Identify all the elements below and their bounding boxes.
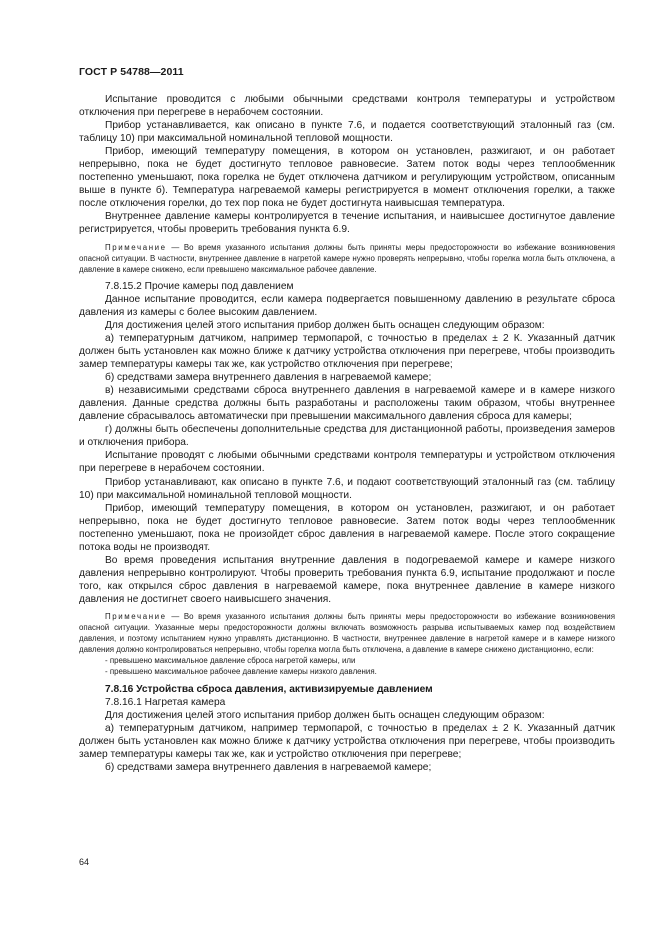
paragraph: Данное испытание проводится, если камера подвергается повышенному давлению в результате сброса давления из камеры с более высоким давлением. <box>79 293 615 318</box>
note-label: Примечание <box>105 242 167 252</box>
paragraph: Испытание проводят с любыми обычными средствами контроля температуры и устройством отключения при перегреве в нерабочем состоянии. <box>79 450 615 475</box>
subsection-title: 7.8.15.2 Прочие камеры под давлением <box>105 280 294 292</box>
paragraph: Для достижения целей этого испытания прибор должен быть оснащен следующим образом: <box>105 709 545 721</box>
note-text: — Во время указанного испытания должны быть приняты меры предосторожности во избежание возникновения опасной ситуации. В частности, внутреннее давление в нагретой камере нужно проверять непрерывно, чтобы горелка могла быть отключена, а давление в камере снижено, если превышено максимальное рабочее давление. <box>79 242 615 274</box>
paragraph: Прибор, имеющий температуру помещения, в котором он установлен, разжигают, и он работает непрерывно, пока не будет достигнуто тепловое равновесие. Затем поток воды через теплообменник постепенно уменьшают, пока не произойдет сброс давления в нагреваемой камере. После этого сокращение потока воды не производят. <box>79 502 615 553</box>
note-label: Примечание <box>105 611 167 621</box>
note-list-item: - превышено максимальное рабочее давление камеры низкого давления. <box>105 667 377 677</box>
paragraph: Прибор устанавливается, как описано в пункте 7.6, и подается соответствующий эталонный газ (см. таблицу 10) при максимальной номинальной тепловой мощности. <box>79 120 615 145</box>
note-list-item: - превышено максимальное давление сброса нагретой камеры, или <box>105 656 356 666</box>
note-text: — Во время указанного испытания должны быть приняты меры предосторожности во избежание возникновения опасной ситуации. Указанные меры предосторожности должны включать возможность разрыва испытываемых камер под воздействием давления, и поэтому испытанием нужно управлять дистанционно. В частности, внутреннее давление в нагретой камере и в камере низкого давления должно контролироваться непрерывно, чтобы горелка могла быть отключена, а давление в камере снижено дистанционно, если: <box>79 611 615 655</box>
section-heading: 7.8.16 Устройства сброса давления, активизируемые давлением <box>105 683 433 695</box>
paragraph: Для достижения целей этого испытания прибор должен быть оснащен следующим образом: <box>105 319 545 331</box>
note <box>79 611 615 655</box>
list-item: г) должны быть обеспечены дополнительные средства для дистанционной работы, произведения замеров и отключения прибора. <box>79 424 615 449</box>
note <box>79 242 615 275</box>
paragraph: Во время проведения испытания внутренние давления в подогреваемой камере и камере низкого давления непрерывно контролируют. Чтобы проверить требования пункта 6.9, испытание продолжают и после того, как открылся сброс давления в нагреваемой камере, пока внутреннее давление в камере низкого давления не достигнет своего наивысшего значения. <box>79 554 615 605</box>
page-number: 64 <box>79 857 90 867</box>
paragraph: Испытание проводится с любыми обычными средствами контроля температуры и устройством отключения при перегреве в нерабочем состоянии. <box>79 94 615 119</box>
subsection-title: 7.8.16.1 Нагретая камера <box>105 696 226 708</box>
list-item: б) средствами замера внутреннего давления в нагреваемой камере; <box>105 761 432 773</box>
paragraph: Прибор устанавливают, как описано в пункте 7.6, и подают соответствующий эталонный газ (см. таблицу 10) при максимальной номинальной тепловой мощности. <box>79 476 615 501</box>
list-item: а) температурным датчиком, например термопарой, с точностью в пределах ± 2 К. Указанный датчик должен быть установлен как можно ближе к датчику устройства отключения при перегреве, чтобы производить замер температуры камеры так же, как устройство отключения при перегреве; <box>79 332 615 371</box>
list-item: а) температурным датчиком, например термопарой, с точностью в пределах ± 2 К. Указанный датчик должен быть установлен как можно ближе к датчику устройства отключения при перегреве, чтобы производить замер температуры камеры так же, как и устройство отключения при перегреве; <box>79 722 615 760</box>
paragraph: Внутреннее давление камеры контролируется в течение испытания, и наивысшее достигнутое давление регистрируется, чтобы проверить требования пункта 6.9. <box>79 211 615 236</box>
list-item: в) независимыми средствами сброса внутреннего давления в нагреваемой камере и в камере низкого давления. Данные средства должны быть разработаны и расположены таким образом, чтобы внутреннее давление сбрасывалось автоматически при превышении максимального давления сброса для камеры; <box>79 385 615 423</box>
document-header: ГОСТ Р 54788—2011 <box>79 66 184 78</box>
page-content <box>79 93 615 774</box>
list-item: б) средствами замера внутреннего давления в нагреваемой камере; <box>105 372 432 384</box>
paragraph: Прибор, имеющий температуру помещения, в котором он установлен, разжигают, и он работает непрерывно, пока не будет достигнуто тепловое равновесие. Затем поток воды через теплообменник постепенно уменьшают, пока горелка не будет отключена датчиком и регулирующим устройством, описанным выше в пункте б). Температура нагреваемой камеры регистрируется в момент отключения горелки, а также после отключения горелки, до тех пор пока не будет достигнута наивысшая температура. <box>79 146 615 210</box>
